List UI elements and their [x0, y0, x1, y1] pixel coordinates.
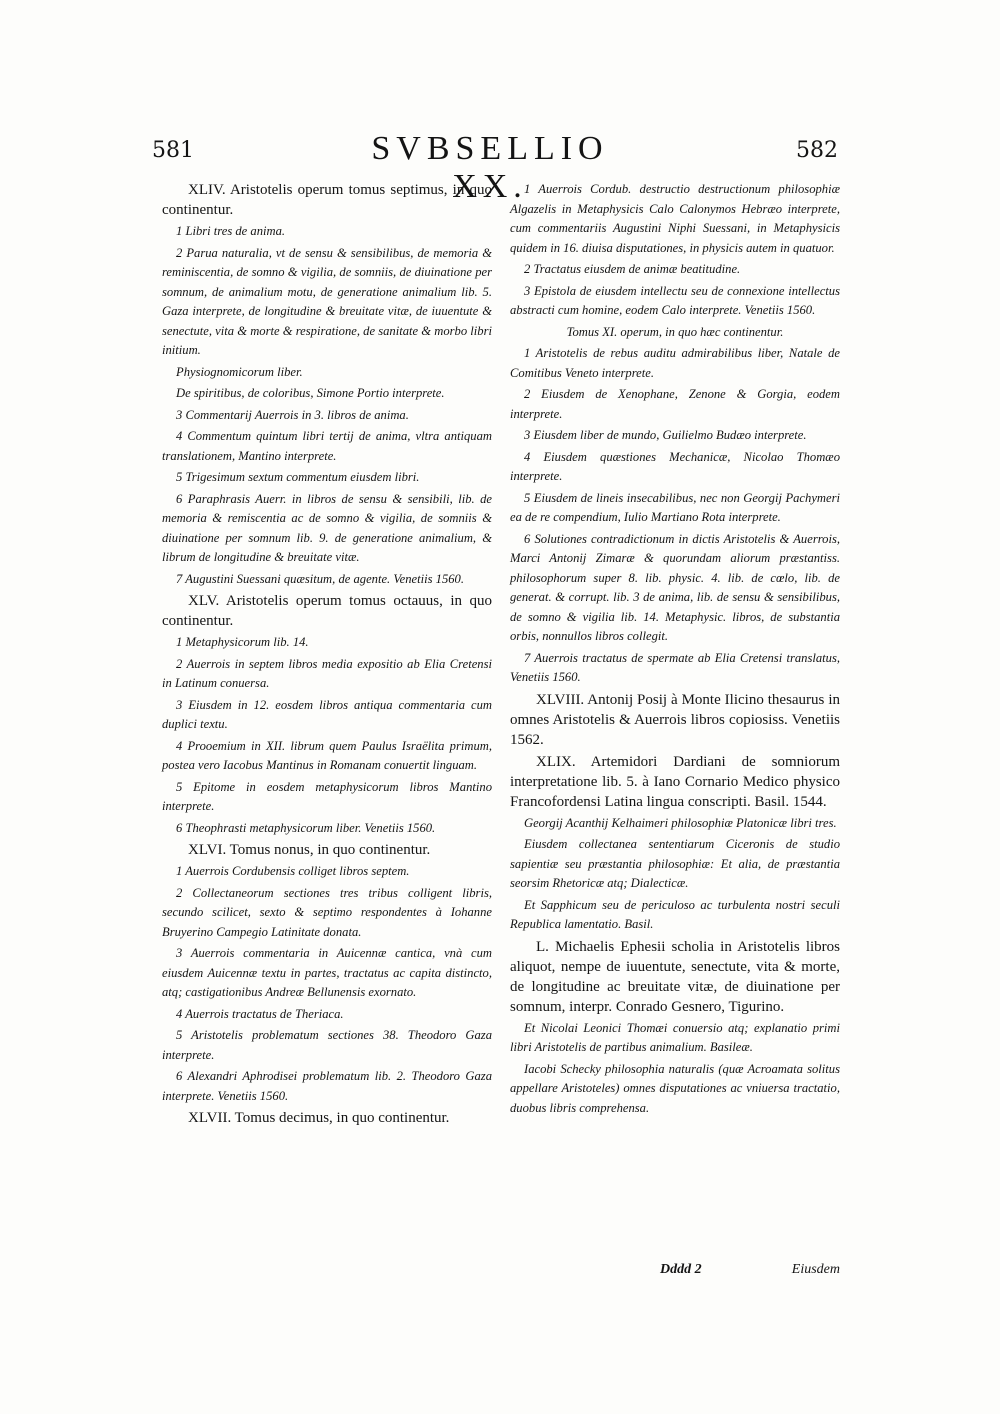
catalog-item: 3 Eiusdem liber de mundo, Guilielmo Budæo interprete. [524, 428, 807, 442]
catalog-item: Eiusdem collectanea sententiarum Ciceronis de studio sapientiæ seu præstantia philosophiæ: Et alia, de præstantia seorsim Rhetoricæ atq; Dialecticæ. [510, 837, 840, 890]
catalog-item: 5 Eiusdem de lineis insecabilibus, nec non Georgij Pachymeri ea de re compendium, Iulio Martiano Rota interprete. [510, 490, 840, 524]
catalog-entry-heading: L. Michaelis Ephesii scholia in Aristotelis libros aliquot, nempe de iuuentute, senectute, vita & morte, de longitudine ac breuitate vitæ, de diuinatione per somnum, interpr. Conrado Gesnero, Tigurino. [510, 938, 840, 1015]
catalog-item: 1 Libri tres de anima. [176, 224, 286, 238]
page-footer [660, 1262, 840, 1286]
left-column [162, 180, 492, 1130]
catalog-item: Tomus XI. operum, in quo hæc continentur. [566, 324, 784, 339]
catalog-item: 2 Parua naturalia, vt de sensu & sensibilibus, de memoria & reminiscentia, de somno & vigilia, de somniis, de diuinatione per somnum, de animalium motu, de generatione animalium lib. 5. Gaza interprete, de longitudine & breuitate vitæ, de iuuentute & senectute, vita & morte & respiratione, de sanitate & morbo libri initium. [162, 245, 492, 357]
page-number-right: 582 [796, 138, 838, 163]
catalog-item: 2 Eiusdem de Xenophane, Zenone & Gorgia, eodem interprete. [510, 387, 840, 421]
catalog-item: 1 Auerrois Cordubensis colliget libros septem. [176, 864, 410, 878]
catalog-item: 4 Auerrois tractatus de Theriaca. [176, 1006, 344, 1021]
catalog-item: 4 Eiusdem quæstiones Mechanicæ, Nicolao Thomæo interprete. [510, 449, 840, 483]
catchword: Eiusdem [791, 1262, 840, 1277]
catalog-item: 4 Commentum quintum libri tertij de anima, vltra antiquam translationem, Mantino interprete. [162, 429, 492, 463]
catalog-item: 5 Epitome in eosdem metaphysicorum libros Mantino interprete. [162, 779, 492, 813]
catalog-item: 2 Auerrois in septem libros media expositio ab Elia Cretensi in Latinum conuersa. [162, 656, 492, 690]
running-title: SVBSELLIO XX. [371, 130, 609, 205]
catalog-item: Et Sapphicum seu de periculoso ac turbulenta nostri seculi Republica lamentatio. Basil. [510, 897, 840, 931]
catalog-entry-heading: XLVII. Tomus decimus, in quo continentur. [188, 1110, 450, 1126]
catalog-item: 6 Theophrasti metaphysicorum liber. Venetiis 1560. [176, 820, 436, 835]
catalog-item: Georgij Acanthij Kelhaimeri philosophiæ Platonicæ libri tres. [524, 815, 837, 830]
catalog-item: 4 Prooemium in XII. librum quem Paulus Israëlita primum, postea vero Iacobus Mantinus in Romanam conuertit linguam. [162, 738, 492, 772]
catalog-item: De spiritibus, de coloribus, Simone Portio interprete. [176, 386, 445, 400]
right-column [510, 180, 840, 1120]
catalog-item: Physiognomicorum liber. [176, 364, 303, 379]
catalog-entry-heading: XLVIII. Antonij Posij à Monte Ilicino thesaurus in omnes Aristotelis & Auerrois libros copiosiss. Venetiis 1562. [510, 691, 840, 748]
catalog-item: 5 Trigesimum sextum commentum eiusdem libri. [176, 470, 420, 484]
catalog-entry-heading: XLIX. Artemidori Dardiani de somniorum interpretatione lib. 5. à Iano Cornario Medico physico Francofordensi Latina lingua conscripti. Basil. 1544. [510, 753, 840, 810]
catalog-item: 2 Collectaneorum sectiones tres tribus colligent libris, secundo scilicet, sexto & septimo respondentes à Iohanne Bruyerino Campegio Latinitate donata. [162, 885, 492, 939]
catalog-item: 5 Aristotelis problematum sectiones 38. Theodoro Gaza interprete. [162, 1028, 492, 1062]
catalog-item: Iacobi Schecky philosophia naturalis (quæ Acroamata solitus appellare Aristoteles) omnes disputationes ac vniuersa tractatio, duobus libris comprehensa. [510, 1061, 840, 1115]
catalog-item: 1 Auerrois Cordub. destructio destructionum philosophiæ Algazelis in Metaphysicis Calo Calonymos Hebræo interprete, cum commentariis Augustini Niphi Suessani, in Metaphysicis quidem in 16. diuisa disputationes, in physicis autem in quatuor. [510, 182, 840, 255]
catalog-item: 7 Auerrois tractatus de spermate ab Elia Cretensi translatus, Venetiis 1560. [510, 650, 840, 684]
catalog-item: 1 Metaphysicorum lib. 14. [176, 635, 309, 649]
catalog-entry-heading: XLV. Aristotelis operum tomus octauus, in quo continentur. [162, 593, 492, 629]
catalog-entry-heading: XLVI. Tomus nonus, in quo continentur. [188, 842, 431, 858]
catalog-item: 6 Solutiones contradictionum in dictis Aristotelis & Auerrois, Marci Antonij Zimaræ & quorundam aliorum præstantiss. philosophorum super 8. lib. physic. 4. lib. de cœlo, lib. de generat. & corrupt. lib. 3 de anima, lib. de sensu & sensibilibus, de somno & vigilia lib. 14. Metaphysic. libros, de substantia orbis, nonnullos libros collegit. [510, 531, 840, 643]
catalog-item: 3 Eiusdem in 12. eosdem libros antiqua commentaria cum duplici textu. [162, 697, 492, 731]
catalog-item: 2 Tractatus eiusdem de animæ beatitudine. [524, 262, 741, 276]
catalog-item: 3 Commentarij Auerrois in 3. libros de anima. [176, 407, 409, 422]
catalog-item: 3 Auerrois commentaria in Auicennæ cantica, vnà cum eiusdem Auicennæ textu in partes, tractatus ac capita distincto, atq; castigationibus Andreæ Bellunensis exornato. [162, 946, 492, 999]
catalog-item: 7 Augustini Suessani quæsitum, de agente. Venetiis 1560. [176, 571, 465, 586]
catalog-item: Et Nicolai Leonici Thomæi conuersio atq; explanatio primi libri Aristotelis de partibus animalium. Basileæ. [510, 1020, 840, 1054]
catalog-item: 6 Alexandri Aphrodisei problematum lib. 2. Theodoro Gaza interprete. Venetiis 1560. [162, 1069, 492, 1103]
catalog-item: 6 Paraphrasis Auerr. in libros de sensu & sensibili, lib. de memoria & remiscentia ac de somno & vigilia, de somniis & diuinatione per somnum lib. 9. de generatione animalium, & librum de longitudine & breuitate vitæ. [162, 491, 492, 564]
catalog-item: 3 Epistola de eiusdem intellectu seu de connexione intellectus abstracti cum homine, eodem Calo interprete. Venetiis 1560. [510, 283, 840, 317]
catalog-entry-heading: XLIV. Aristotelis operum tomus septimus, in quo continentur. [162, 182, 492, 218]
page-number-left: 581 [152, 138, 194, 163]
catalog-item: 1 Aristotelis de rebus auditu admirabilibus liber, Natale de Comitibus Veneto interprete. [510, 346, 840, 380]
signature-mark: Dddd 2 [660, 1262, 702, 1277]
